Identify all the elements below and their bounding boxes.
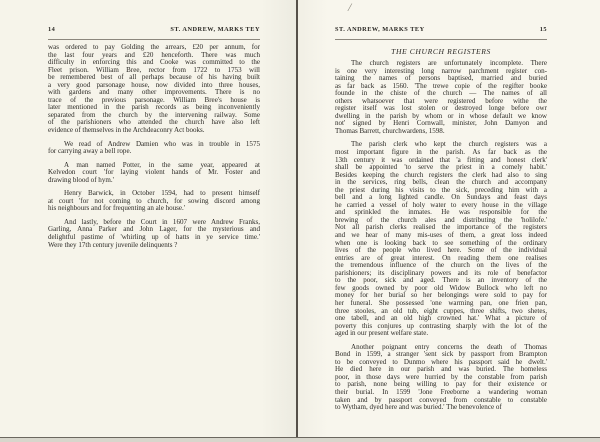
text-line: when one is looking back to see something of the ordinary	[335, 238, 547, 247]
text-line: not' signed by Henri Cornwall, minister, John Damyon and	[335, 119, 547, 128]
text-line: founde in the chiste of the church — The names of all	[335, 89, 547, 98]
paragraph	[48, 44, 260, 135]
text-line: his neighbours and for frequenting an ale house.'	[48, 204, 186, 213]
text-line: others whatsoever that were registered before withe the	[335, 96, 547, 105]
text-line: and we hear of many mis-uses of them, a great loss indeed	[335, 231, 547, 240]
text-line: was ordered to pay Golding the arrears, £20 per annum, for	[48, 43, 260, 51]
text-line: most important figure in the parish. As far back as the	[335, 148, 547, 157]
paragraph	[48, 141, 260, 156]
text-line: with gardens and many other improvements. There is no	[48, 88, 260, 97]
text-line: to the poor, sick and aged. There is an inventory of the	[335, 276, 547, 285]
text-line: taining the names of persons baptised, married and buried	[335, 74, 547, 83]
text-line: bell and a long lighted candle. On Sundays and feast days	[335, 193, 547, 202]
text-line: of the parishioners who attended the church have also left	[48, 118, 260, 127]
header-rule	[335, 39, 547, 40]
text-line: We read of Andrew Damien who was in trouble in 1575	[64, 139, 260, 148]
paragraph	[48, 190, 260, 213]
text-line: poor, in those days were hurried by the constable from parish	[335, 372, 547, 381]
text-line: Henry Barwick, in October 1594, had to present himself	[64, 189, 260, 198]
text-line: 13th century it was ordained that 'a fitting and honest clerk'	[335, 155, 547, 164]
text-line: A man named Potter, in the same year, appeared at	[64, 160, 260, 169]
text-line: He died here in our parish and was buried. The homeless	[335, 365, 547, 374]
text-line: Not all parish clerks realised the importance of the registers	[335, 223, 547, 232]
right-page-body	[335, 60, 547, 418]
right-page	[298, 0, 600, 437]
text-line: is one very interesting long narrow parchment register con-	[335, 66, 547, 75]
text-line: money for her burial so her belongings were sold to pay for	[335, 291, 547, 300]
text-line: three stooles, an old tub, eight cuppes, three shifts, two shetes,	[335, 306, 547, 315]
text-line: trace of the previous parsonage. William Bree's house is	[48, 95, 260, 104]
section-title: THE CHURCH REGISTERS	[391, 47, 491, 56]
text-line: for carrying away a bell rope.	[48, 147, 132, 156]
text-line: difficulty in enforcing this and Cooke was committed to the	[48, 58, 260, 67]
header-rule	[48, 39, 260, 40]
text-line: to parish, none being willing to pay for their existence or	[335, 380, 547, 389]
text-line: lives of the people who lived here. Some of the individual	[335, 246, 547, 255]
left-page	[0, 0, 296, 437]
text-line: dwelling in the parish by whom or in whose default we know	[335, 111, 547, 120]
text-line: the tremendous influence of the church on the lives of the	[335, 261, 547, 270]
text-line: Besides keeping the church registers the clerk had also to sing	[335, 170, 547, 179]
left-page-body	[48, 44, 260, 255]
text-line: separated from the church by the intervening railway. Some	[48, 110, 260, 119]
text-line: to be conveyed to Dunmo where his passport said he dwelt.'	[335, 357, 547, 366]
text-line: The church registers are unfortunately incomplete. There	[351, 59, 547, 67]
text-line: drawing blood of hym.'	[48, 175, 114, 184]
text-line: as far back as 1560. 'The trewe copie of the regifter booke	[335, 81, 547, 90]
running-head: ST. ANDREW, MARKS TEY	[335, 26, 425, 33]
text-line: And lastly, before the Court in 1607 were Andrew Franks,	[64, 217, 260, 226]
text-line: Kelvedon court 'for laying violent hands of Mr. Foster and	[48, 168, 260, 177]
text-line: their burial. In 1599 'Jone Freeborne a wandering woman	[335, 387, 547, 396]
text-line: poverty this conjures up contrasting sharply with the lot of the	[335, 321, 547, 330]
text-line: Were they 17th century juvenile delinquents ?	[48, 240, 178, 249]
text-line: later mentioned in the parish records as being inconveniently	[48, 103, 260, 112]
text-line: parishioners; its disciplinary powers and its role of benefactor	[335, 268, 547, 277]
text-line: Thomas Barrett, churchwardens, 1598.	[335, 126, 445, 135]
text-line: shall be appointed 'to serve the priest in a comely habit.'	[335, 163, 547, 172]
text-line: he carried a vessel of holy water to every house in the village	[335, 200, 547, 209]
paragraph	[48, 219, 260, 249]
text-line: taken and by passport conveyed from constable to constable	[335, 395, 547, 404]
paragraph	[335, 344, 547, 412]
paragraph	[48, 162, 260, 185]
text-line: evidence of themselves in the Archdeaconry Act books.	[48, 126, 205, 135]
paragraph	[335, 141, 547, 337]
text-line: to Wytham, dyed here and was buried.' The benevolence of	[335, 403, 502, 412]
right-page-header	[335, 26, 547, 36]
running-head: ST. ANDREW, MARKS TEY	[170, 26, 260, 33]
text-line: Bond in 1599, a stranger 'sent sick by passport from Brampton	[335, 350, 547, 359]
text-line: be remembered best of all perhaps because of his having built	[48, 73, 260, 82]
text-line: the last four years and £20 henceforth. There was much	[48, 50, 260, 59]
text-line: her funeral. She possessed 'one warming pan, one frien pan,	[335, 298, 547, 307]
text-line: and sprinkled the inmates. He was responsible for the	[335, 208, 547, 217]
text-line: brewing of the church ales and distributing the 'holilofe.'	[335, 215, 547, 224]
text-line: The parish clerk who kept the church registers was a	[351, 140, 547, 149]
pencil-mark: /	[348, 0, 352, 14]
text-line: delightful pastime of 'whirling up of hatts in ye service time.'	[48, 233, 260, 242]
text-line: Garling, Anna Parker and John Lager, for the mysterious and	[48, 225, 260, 234]
text-line: few goods owned by poor old Widow Bullock who left no	[335, 283, 547, 292]
text-line: the priest during his visits to the sick, preceding him with a	[335, 185, 547, 194]
text-line: entries are of great interest. On reading them one realises	[335, 253, 547, 262]
text-line: in the services, ring bells, clean the church and accompany	[335, 178, 547, 187]
text-line: one tabell, and an old high crowned hat.' What a picture of	[335, 314, 547, 323]
text-line: aged in our present welfare state.	[335, 329, 429, 338]
text-line: Fleet prison. William Bree, rector from 1722 to 1753 will	[48, 65, 260, 74]
text-line: at court 'for not coming to church, for sowing discord among	[48, 196, 260, 205]
text-line: Another poignant entry concerns the death of Thomas	[351, 342, 547, 351]
page-bottom-edge	[0, 437, 600, 442]
text-line: register itself was lost stolen or destroyed longe before owr	[335, 104, 547, 113]
paragraph	[335, 60, 547, 135]
page-number: 15	[539, 26, 547, 33]
page-number: 14	[48, 26, 56, 33]
text-line: a very good parsonage house, now divided into three houses,	[48, 80, 260, 89]
left-page-header	[48, 26, 260, 36]
